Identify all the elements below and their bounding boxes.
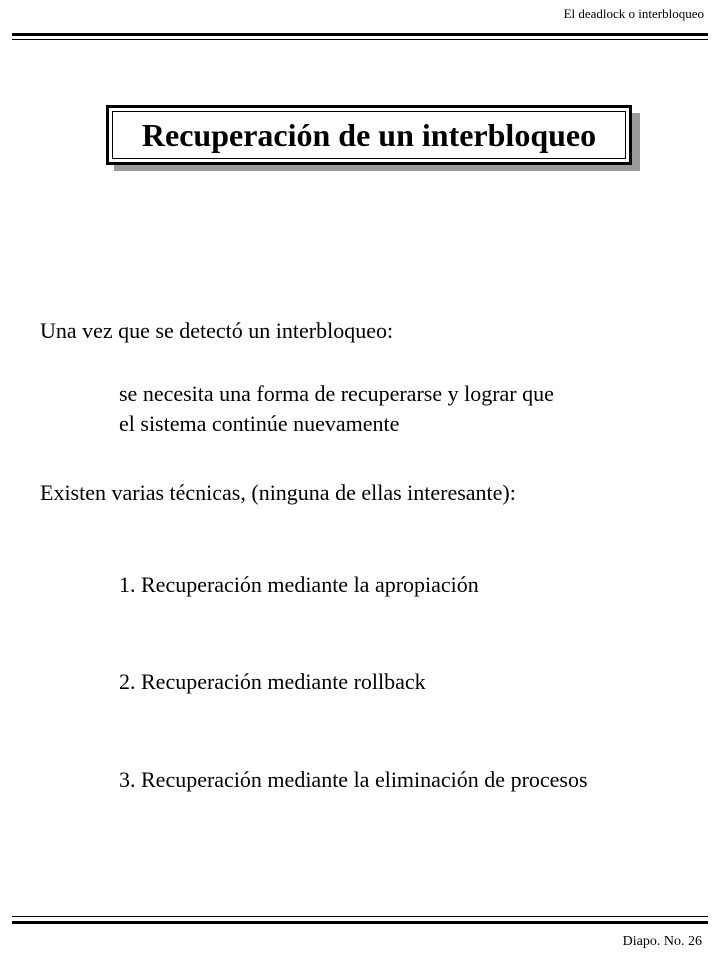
- footer-rule-thick: [12, 921, 708, 924]
- title-inner-frame: [112, 111, 626, 159]
- intro-text: Una vez que se detectó un interbloqueo:: [40, 318, 394, 343]
- footer-rule-thin: [12, 916, 708, 917]
- technique-item: 3. Recuperación mediante la eliminación de procesos: [119, 767, 588, 792]
- need-text-line-1: se necesita una forma de recuperarse y lograr que: [119, 381, 554, 406]
- slide-number: Diapo. No. 26: [622, 934, 702, 949]
- header-rule-thin: [12, 39, 708, 40]
- technique-item: 2. Recuperación mediante rollback: [119, 669, 426, 694]
- technique-item: 1. Recuperación mediante la apropiación: [119, 572, 479, 597]
- need-text-line-2: el sistema continúe nuevamente: [119, 411, 400, 436]
- techniques-intro-text: Existen varias técnicas, (ninguna de ellas interesante):: [40, 480, 516, 505]
- slide-title: Recuperación de un interbloqueo: [141, 117, 597, 153]
- title-box: [106, 105, 632, 165]
- header-rule-thick: [12, 33, 708, 36]
- running-title: El deadlock o interbloqueo: [563, 6, 704, 21]
